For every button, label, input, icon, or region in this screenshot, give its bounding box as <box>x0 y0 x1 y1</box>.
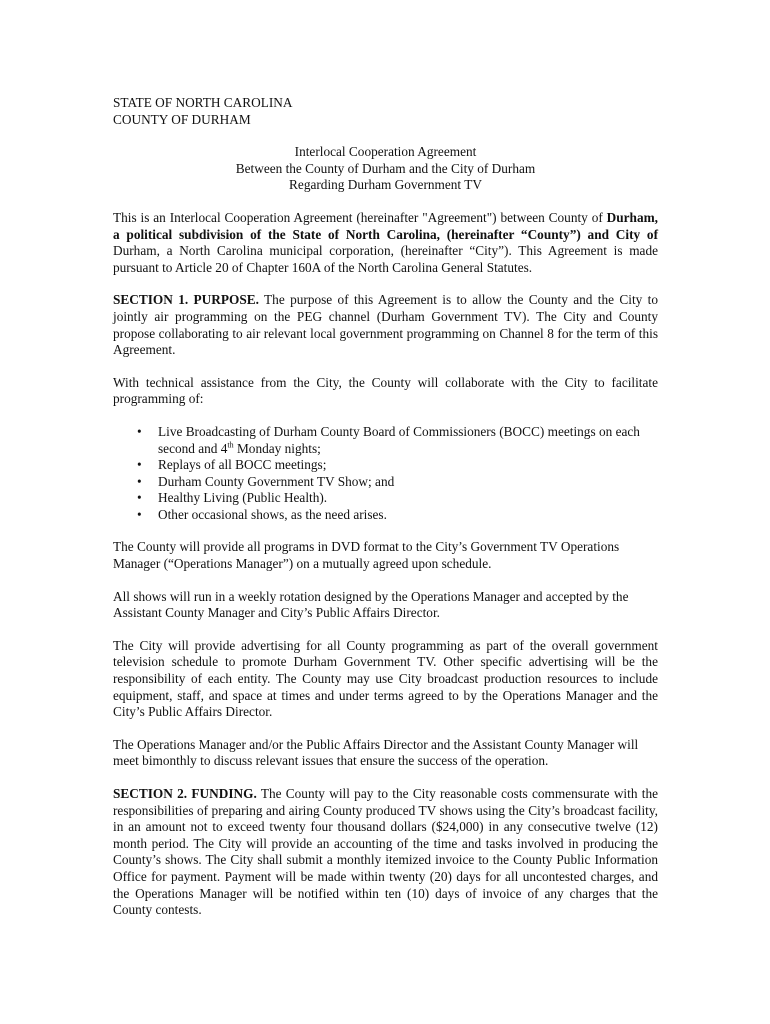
list-item-text: Durham County Government TV Show; and <box>158 473 395 489</box>
title-line-2: Between the County of Durham and the City of Durham <box>235 160 536 176</box>
assistance-paragraph: With technical assistance from the City, the County will collaborate with the City to facilitate programming of: <box>113 374 658 407</box>
state-line: STATE OF NORTH CAROLINA <box>113 95 293 110</box>
section-2-heading: SECTION 2. FUNDING. <box>113 786 257 801</box>
intro-paragraph <box>113 210 658 276</box>
dvd-paragraph: The County will provide all programs in DVD format to the City’s Government TV Operations Manager (“Operations Manager”) on a mutually agreed upon schedule. <box>113 539 620 572</box>
title-line-1: Interlocal Cooperation Agreement <box>294 144 477 160</box>
list-item <box>137 490 658 507</box>
programming-list <box>113 424 658 524</box>
intro-bold-text: Durham, a political subdivision of the State of North Carolina, (hereinafter “County”) and City of <box>113 209 658 242</box>
section-2-text: The County will pay to the City reasonable costs commensurate with the responsibilities of preparing and airing County produced TV shows using the City’s broadcast facility, in an amount not to exceed twenty four thousand dollars ($24,000) in any consecutive twelve (12) month period. The City will provide an accounting of the time and tasks involved in producing the County’s shows. The City shall submit a monthly itemized invoice to the County Public Information Office for payment. Payment will be made within twenty (20) days for all uncontested charges, and the Operations Manager will be notified within ten (10) days of invoice of any charges that the County contests. <box>113 786 658 918</box>
list-item-text: Healthy Living (Public Health). <box>158 490 328 506</box>
list-item <box>137 506 658 524</box>
advertising-paragraph: The City will provide advertising for all County programming as part of the overall government television schedule to promote Durham Government TV. Other specific advertising will be the responsibility of each entity. The County may use City broadcast production resources to include equipment, staff, and space at times and under terms agreed to by the Operations Manager and the City’s Public Affairs Director. <box>113 637 658 720</box>
bullet-icon: • <box>137 473 142 489</box>
list-item-text: Other occasional shows, as the need arises. <box>158 506 387 522</box>
list-item-text: Live Broadcasting of Durham County Board of Commissioners (BOCC) meetings on each second and 4 <box>158 423 640 456</box>
bullet-icon: • <box>137 506 142 522</box>
list-item-text: Replays of all BOCC meetings; <box>158 457 327 473</box>
section-1-text: The purpose of this Agreement is to allow the County and the City to jointly air programming on the PEG channel (Durham Government TV). The City and County propose collaborating to air relevant local government programming on Channel 8 for the term of this Agreement. <box>113 292 658 358</box>
title-line-3: Regarding Durham Government TV <box>289 177 482 193</box>
section-1-paragraph <box>113 292 658 358</box>
bullet-icon: • <box>137 457 142 473</box>
list-item-text: Monday nights; <box>233 440 321 456</box>
section-1-heading: SECTION 1. PURPOSE. <box>113 292 259 308</box>
meetings-paragraph: The Operations Manager and/or the Public Affairs Director and the Assistant County Manager will meet bimonthly to discuss relevant issues that ensure the success of the operation. <box>113 736 639 769</box>
bullet-icon: • <box>137 490 142 506</box>
intro-text-1: This is an Interlocal Cooperation Agreement (hereinafter "Agreement") between County of <box>113 209 607 225</box>
section-2-paragraph <box>113 786 658 919</box>
ordinal-suffix: th <box>227 440 234 450</box>
list-item <box>137 473 658 491</box>
document-title <box>113 144 658 194</box>
intro-text-2: Durham, a North Carolina municipal corporation, (hereinafter “City”). This Agreement is made pursuant to Article 20 of Chapter 160A of the North Carolina General Statutes. <box>113 243 658 275</box>
document-header <box>113 95 658 128</box>
county-line: COUNTY OF DURHAM <box>113 111 251 127</box>
rotation-paragraph: All shows will run in a weekly rotation designed by the Operations Manager and accepted by the Assistant County Manager and City’s Public Affairs Director. <box>113 588 629 621</box>
list-item <box>137 423 658 457</box>
bullet-icon: • <box>137 423 142 439</box>
list-item <box>137 457 658 474</box>
